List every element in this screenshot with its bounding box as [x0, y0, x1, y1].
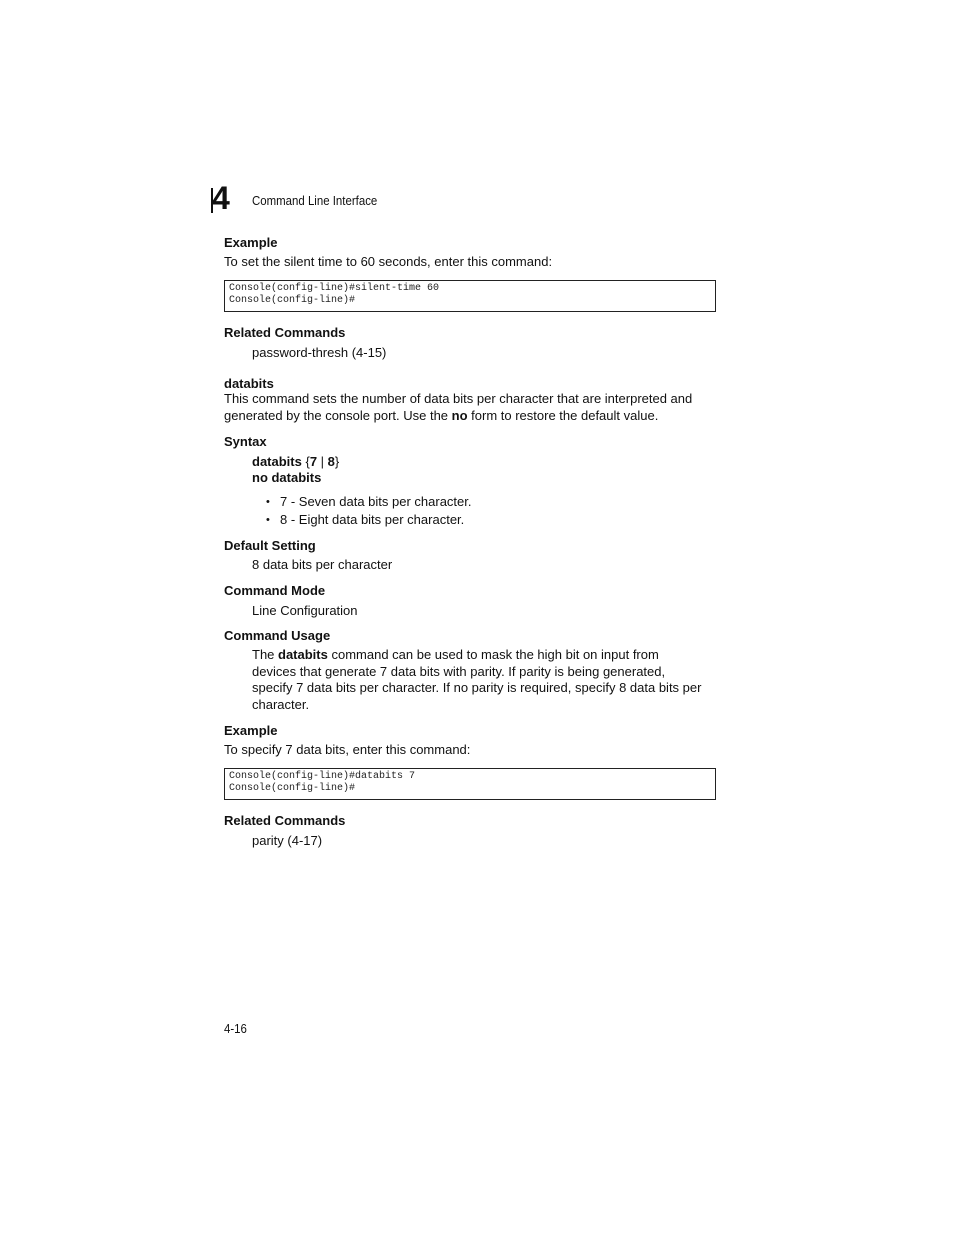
syntax-heading: Syntax: [224, 434, 267, 449]
bullet-marker: •: [266, 496, 270, 508]
code-block: [224, 768, 716, 800]
syntax-option: 8: [327, 454, 335, 469]
code-line: Console(config-line)#: [229, 295, 356, 306]
usage-line: devices that generate 7 data bits with parity. If parity is being generated,: [252, 663, 666, 679]
no-keyword: no: [451, 407, 468, 423]
related-commands-heading: Related Commands: [224, 813, 346, 828]
example-heading: Example: [224, 723, 278, 738]
bullet-marker: •: [266, 514, 270, 526]
command-title: databits: [224, 376, 274, 391]
usage-text: command can be used to mask the high bit on input from: [327, 647, 659, 662]
related-commands-heading: Related Commands: [224, 325, 346, 340]
usage-text: The: [252, 647, 279, 662]
syntax-command: databits: [252, 454, 302, 469]
syntax-brace: }: [334, 454, 340, 469]
chapter-number-badge: [211, 180, 239, 216]
chapter-number: 4: [212, 180, 230, 216]
code-line: Console(config-line)#databits 7: [229, 771, 416, 782]
usage-line: character.: [252, 696, 310, 712]
example-heading: Example: [224, 235, 278, 250]
command-mode-heading: Command Mode: [224, 583, 326, 598]
command-usage-heading: Command Usage: [224, 628, 331, 643]
default-setting-value: 8 data bits per character: [252, 557, 393, 572]
command-usage-text: [252, 647, 701, 713]
bullet-item: 7 - Seven data bits per character.: [280, 494, 472, 509]
syntax-separator: |: [317, 454, 328, 469]
syntax-line: [252, 454, 339, 470]
usage-line: specify 7 data bits per character. If no parity is required, specify 8 data bits per: [252, 680, 702, 695]
syntax-no-form: no databits: [252, 470, 322, 485]
description-text: form to restore the default value.: [467, 407, 659, 423]
command-mode-value: Line Configuration: [252, 603, 358, 618]
code-line: Console(config-line)#silent-time 60: [229, 283, 440, 294]
example-intro: To set the silent time to 60 seconds, enter this command:: [224, 254, 553, 269]
description-line: [224, 408, 692, 425]
databits-keyword: databits: [278, 647, 328, 662]
syntax-option: 7: [309, 454, 318, 469]
command-description: [224, 391, 692, 424]
default-setting-heading: Default Setting: [224, 538, 316, 553]
usage-line: [252, 647, 701, 664]
code-line: Console(config-line)#: [229, 783, 356, 794]
example-intro: To specify 7 data bits, enter this command:: [224, 742, 471, 757]
description-text: generated by the console port. Use the: [224, 407, 452, 423]
chapter-title: Command Line Interface: [252, 193, 378, 208]
syntax-brace: {: [301, 454, 310, 469]
related-command-item: parity (4-17): [252, 833, 323, 848]
page-number: 4-16: [224, 1021, 247, 1036]
description-line: This command sets the number of data bits per character that are interpreted and: [224, 391, 693, 406]
related-command-item: password-thresh (4-15): [252, 345, 387, 360]
bullet-item: 8 - Eight data bits per character.: [280, 512, 465, 527]
code-block: [224, 280, 716, 312]
